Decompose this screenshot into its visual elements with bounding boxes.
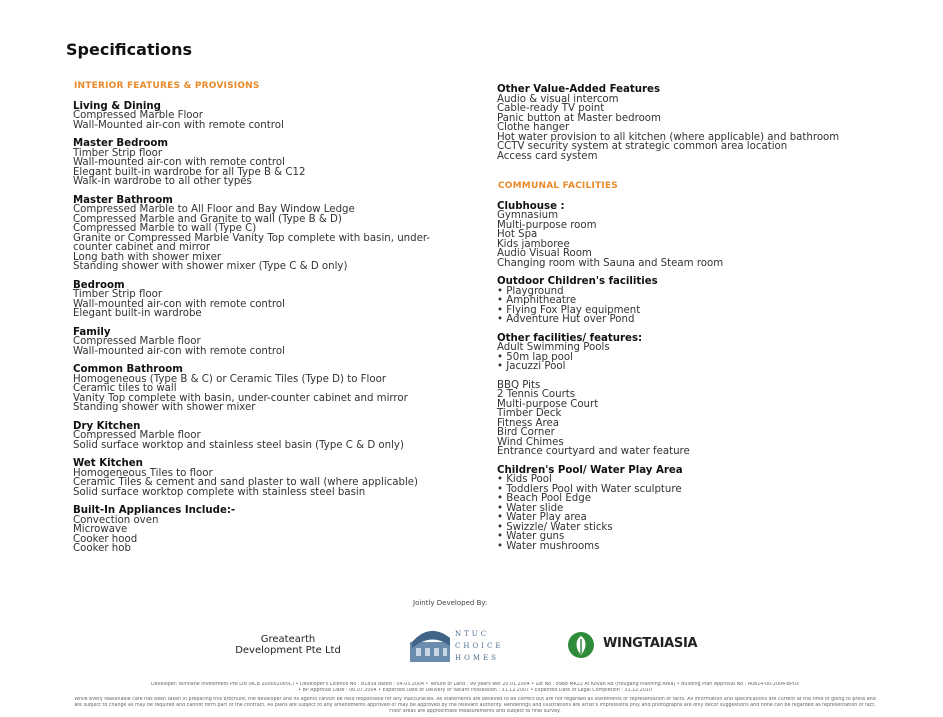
list-item: Gymnasium: [497, 210, 559, 221]
list-item: Microwave: [73, 524, 128, 535]
list-item: Kids jamboree: [497, 238, 570, 250]
list-item: Elegant built-in wardrobe: [73, 308, 202, 319]
group-lines: [497, 353, 917, 372]
list-item: Compressed Marble Floor: [73, 110, 203, 121]
ntuc-logo-icon: [408, 626, 454, 664]
list-item: Audio Visual Room: [497, 248, 592, 259]
greatearth-line2: Development Pte Ltd: [235, 645, 341, 656]
list-item: Wall-mounted air-con with remote control: [73, 345, 285, 357]
group-title: Common Bathroom: [73, 364, 183, 375]
spec-group: [73, 365, 493, 413]
group-title: Dry Kitchen: [73, 420, 141, 432]
group-title: Children's Pool/ Water Play Area: [497, 464, 683, 476]
list-item: 2 Tennis Courts: [497, 389, 576, 400]
group-title: Family: [73, 326, 111, 338]
list-item: Wall-Mounted air-con with remote control: [73, 119, 284, 131]
value-added-group: [497, 85, 917, 161]
outdoor-children-group: [497, 277, 917, 325]
list-item: Solid surface worktop complete with stainless steel basin: [73, 486, 366, 498]
list-item: Wall-mounted air-con with remote control: [73, 298, 285, 310]
disclaimer-fine-print: Floor areas are approximate measurements and subject to final survey.: [389, 709, 561, 714]
ntuc-choice-homes-text: [455, 628, 503, 664]
group-title: Other Value-Added Features: [497, 84, 661, 95]
list-item: • Flying Fox Play equipment: [497, 306, 917, 316]
list-item: Granite or Compressed Marble Vanity Top complete with basin, under-: [73, 232, 431, 244]
list-item: • Beach Pool Edge: [497, 494, 917, 504]
jointly-developed-label: Jointly Developed By:: [413, 599, 488, 607]
list-item: Multi-purpose room: [497, 219, 597, 231]
list-item: Compressed Marble floor: [73, 336, 201, 347]
list-item: • Jacuzzi Pool: [497, 362, 917, 372]
list-item: • Adventure Hut over Pond: [497, 315, 917, 325]
group-title: Bedroom: [73, 279, 125, 291]
spec-group: [73, 422, 493, 451]
greatearth-line1: Greatearth: [260, 634, 316, 645]
list-item: Wall-mounted air-con with remote control: [73, 157, 285, 168]
group-title: Other facilities/ features:: [497, 332, 643, 344]
group-title: Master Bedroom: [73, 138, 169, 149]
group-title: Built-In Appliances Include:-: [73, 505, 236, 516]
developer-fine-print: • BP Approval Date : 06.07.2004 • Expected Date of Delivery of Vacant Possession : 31.12.2007 • Expected Date of Legal Completion : 31.12.2010: [298, 688, 652, 693]
list-item: Panic button at Master bedroom: [497, 112, 661, 124]
group-title: Master Bathroom: [73, 194, 173, 206]
spec-group: [73, 196, 493, 272]
spec-group: [73, 459, 493, 497]
spec-group: [73, 139, 493, 187]
spec-group: [73, 328, 493, 357]
spec-group: [73, 102, 493, 131]
list-item: Ceramic tiles to wall: [73, 383, 177, 394]
list-item: Standing shower with shower mixer (Type C & D only): [73, 261, 348, 272]
list-item: • Playground: [497, 287, 917, 297]
list-item: Compressed Marble and Granite to wall (Type B & D): [73, 213, 342, 225]
list-item: Vanity Top complete with basin, under-counter cabinet and mirror: [73, 392, 408, 404]
group-title: Living & Dining: [73, 100, 161, 112]
group-title: Wet Kitchen: [73, 458, 143, 469]
interior-groups: [73, 102, 493, 554]
list-item: Compressed Marble to wall (Type C): [73, 223, 257, 234]
list-item: Ceramic Tiles & cement and sand plaster to wall (where applicable): [73, 477, 419, 488]
list-item: Compressed Marble floor: [73, 430, 201, 441]
list-item: Cooker hob: [73, 543, 131, 554]
section-header-interior: INTERIOR FEATURES & PROVISIONS: [74, 81, 260, 91]
list-item: Changing room with Sauna and Steam room: [497, 257, 724, 269]
list-item: Entrance courtyard and water feature: [497, 446, 690, 457]
list-item: Convection oven: [73, 514, 159, 526]
greatearth-logo: [218, 634, 358, 656]
list-item: Clothe hanger: [497, 122, 570, 133]
list-item: Compressed Marble to All Floor and Bay Window Ledge: [73, 204, 355, 215]
list-item: Bird Corner: [497, 427, 555, 438]
list-item: CCTV security system at strategic common area location: [497, 141, 788, 152]
list-item: • Kids Pool: [497, 475, 917, 485]
group-title: Clubhouse :: [497, 200, 565, 212]
wingtai-asia-logo: WINGTAIASIA: [603, 636, 698, 651]
list-item: Solid surface worktop and stainless steel basin (Type C & D only): [73, 439, 404, 451]
list-item: Long bath with shower mixer: [73, 251, 222, 263]
list-item: Timber Deck: [497, 408, 562, 419]
group-lines: [497, 381, 917, 457]
list-item: Adult Swimming Pools: [497, 342, 610, 353]
ntuc-line: NTUC: [455, 630, 490, 638]
list-item: • Water guns: [497, 532, 917, 542]
list-item: Hot Spa: [497, 229, 538, 240]
group-lines: [497, 211, 917, 268]
list-item: Timber Strip floor: [73, 289, 163, 300]
list-item: Hot water provision to all kitchen (where applicable) and bathroom: [497, 131, 840, 143]
other-facilities-group: [497, 334, 917, 372]
group-lines: [497, 95, 917, 162]
list-item: Standing shower with shower mixer: [73, 402, 256, 413]
list-item: Audio & visual intercom: [497, 93, 619, 105]
list-item: • 50m lap pool: [497, 353, 917, 363]
list-item: Cable-ready TV point: [497, 103, 605, 114]
communal-column: [497, 85, 917, 560]
list-item: Access card system: [497, 150, 598, 162]
disclaimer-fine-print: While every reasonable care has been taken in preparing this brochure, the developer and its agents cannot be held responsible for any inaccuracies. All statements are believed to be correct but are not regarded as statements or representation of facts. All information and specifications are current at the time of going to press and: [74, 697, 876, 702]
list-item: • Swizzle/ Water sticks: [497, 523, 917, 533]
list-item: Cooker hood: [73, 533, 138, 545]
list-item: • Water mushrooms: [497, 542, 917, 552]
wingtai-leaf-icon: [566, 630, 596, 660]
list-item: Fitness Area: [497, 417, 559, 429]
list-item: • Water Play area: [497, 513, 917, 523]
interior-features-column: [73, 82, 493, 563]
ntuc-line: CHOICE: [455, 642, 504, 650]
list-item: Homogeneous Tiles to floor: [73, 467, 213, 479]
disclaimer-fine-print: are subject to change as may be required and cannot form part of the contract. All plans are subject to any amendments approved or may be approved by the relevant authority. Renderings and illustrations are artist's impressions only and photographs are only decor suggestions and none can be regarded as representation of fact.: [74, 703, 876, 708]
list-item: • Water slide: [497, 504, 917, 514]
list-item: Multi-purpose Court: [497, 398, 599, 410]
section-header-communal: COMMUNAL FACILITIES: [498, 181, 618, 191]
list-item: • Toddlers Pool with Water sculpture: [497, 485, 917, 495]
group-lines: [497, 475, 917, 551]
clubhouse-group: [497, 202, 917, 269]
spec-group: [73, 506, 493, 554]
group-lines: [497, 287, 917, 325]
list-item: BBQ Pits: [497, 379, 541, 391]
list-item: Wind Chimes: [497, 436, 564, 448]
page-title: Specifications: [66, 40, 192, 59]
misc-facilities-group: [497, 381, 917, 457]
list-item: Elegant built-in wardrobe for all Type B & C12: [73, 166, 306, 178]
group-title: Outdoor Children's facilities: [497, 276, 658, 287]
list-item: Walk-in wardrobe to all other types: [73, 176, 252, 187]
list-item: counter cabinet and mirror: [73, 242, 211, 253]
spec-group: [73, 281, 493, 319]
ntuc-line: HOMES: [455, 654, 499, 662]
list-item: Homogeneous (Type B & C) or Ceramic Tiles (Type D) to Floor: [73, 373, 387, 385]
developer-fine-print: Developer: Winnane Investment Pte Ltd (RCB 200002065C) • Developer's Licence No : B1839 dated : 04.03.2004 • Tenure of Land : 99 years wef 20.01.2004 • Lot No : 8988 MK22 At Kovan Rd (Hougang Planning Area) • Building Plan Approval No : A0814-00-2004-BP03: [151, 682, 799, 687]
childrens-pool-group: [497, 466, 917, 552]
list-item: • Amphitheatre: [497, 296, 917, 306]
list-item: Timber Strip floor: [73, 147, 163, 159]
